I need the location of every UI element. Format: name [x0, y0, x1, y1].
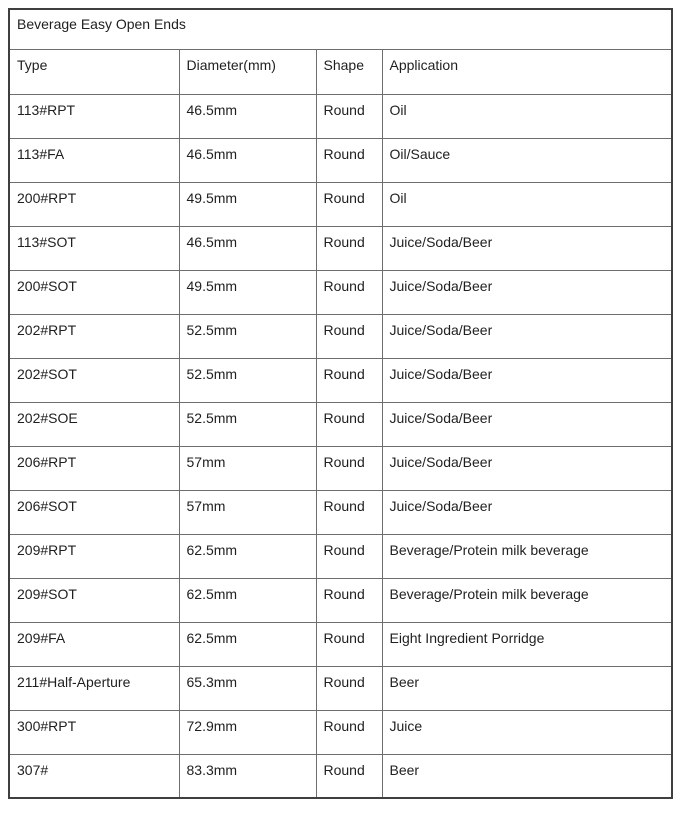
table-cell: Beverage/Protein milk beverage — [382, 578, 672, 622]
table-cell: 113#SOT — [9, 226, 179, 270]
table-row — [9, 754, 672, 798]
table-cell: Round — [316, 446, 382, 490]
table-cell: Round — [316, 710, 382, 754]
table-row — [9, 578, 672, 622]
table-cell: Beer — [382, 666, 672, 710]
column-header-application: Application — [382, 49, 672, 94]
table-cell: Juice/Soda/Beer — [382, 226, 672, 270]
table-cell: Juice/Soda/Beer — [382, 314, 672, 358]
table-cell: Juice/Soda/Beer — [382, 270, 672, 314]
table-cell: 211#Half-Aperture — [9, 666, 179, 710]
table-cell: Juice/Soda/Beer — [382, 358, 672, 402]
table-cell: 62.5mm — [179, 622, 316, 666]
table-row — [9, 402, 672, 446]
table-row — [9, 226, 672, 270]
table-cell: 209#SOT — [9, 578, 179, 622]
table-cell: Oil — [382, 182, 672, 226]
table-cell: 52.5mm — [179, 358, 316, 402]
table-row — [9, 710, 672, 754]
table-row — [9, 358, 672, 402]
table-cell: Round — [316, 358, 382, 402]
table-cell: 206#SOT — [9, 490, 179, 534]
table-cell: Round — [316, 270, 382, 314]
table-cell: Round — [316, 622, 382, 666]
column-header-type: Type — [9, 49, 179, 94]
table-cell: Eight Ingredient Porridge — [382, 622, 672, 666]
table-cell: Beer — [382, 754, 672, 798]
table-cell: 46.5mm — [179, 226, 316, 270]
table-cell: Round — [316, 490, 382, 534]
column-header-shape: Shape — [316, 49, 382, 94]
table-cell: Round — [316, 226, 382, 270]
beverage-easy-open-ends-table — [8, 8, 673, 799]
table-cell: Round — [316, 534, 382, 578]
table-cell: Beverage/Protein milk beverage — [382, 534, 672, 578]
table-cell: 46.5mm — [179, 94, 316, 138]
table-row — [9, 182, 672, 226]
table-row — [9, 490, 672, 534]
table-cell: 209#RPT — [9, 534, 179, 578]
table-cell: 307# — [9, 754, 179, 798]
table-cell: Oil — [382, 94, 672, 138]
table-cell: Round — [316, 94, 382, 138]
table-cell: 206#RPT — [9, 446, 179, 490]
table-cell: 49.5mm — [179, 270, 316, 314]
table-row — [9, 314, 672, 358]
table-cell: 113#RPT — [9, 94, 179, 138]
table-cell: 202#RPT — [9, 314, 179, 358]
table-row — [9, 534, 672, 578]
table-row — [9, 666, 672, 710]
table-cell: Juice/Soda/Beer — [382, 490, 672, 534]
table-row — [9, 270, 672, 314]
table-cell: Juice/Soda/Beer — [382, 446, 672, 490]
table-cell: Round — [316, 138, 382, 182]
table-cell: 57mm — [179, 490, 316, 534]
table-cell: Round — [316, 666, 382, 710]
table-cell: 65.3mm — [179, 666, 316, 710]
table-cell: Juice/Soda/Beer — [382, 402, 672, 446]
table-cell: 209#FA — [9, 622, 179, 666]
table-cell: Round — [316, 182, 382, 226]
table-cell: 57mm — [179, 446, 316, 490]
table-cell: Round — [316, 754, 382, 798]
table-cell: 300#RPT — [9, 710, 179, 754]
table-cell: 72.9mm — [179, 710, 316, 754]
table-cell: Round — [316, 578, 382, 622]
table-cell: 62.5mm — [179, 534, 316, 578]
table-cell: 202#SOE — [9, 402, 179, 446]
table-cell: 83.3mm — [179, 754, 316, 798]
table-body — [9, 94, 672, 798]
table-row — [9, 94, 672, 138]
table-row — [9, 622, 672, 666]
table-header-row — [9, 49, 672, 94]
table-cell: 46.5mm — [179, 138, 316, 182]
table-cell: 202#SOT — [9, 358, 179, 402]
table-title: Beverage Easy Open Ends — [9, 9, 672, 49]
table-row — [9, 446, 672, 490]
table-row — [9, 138, 672, 182]
table-cell: 62.5mm — [179, 578, 316, 622]
table-cell: Round — [316, 314, 382, 358]
table-cell: 52.5mm — [179, 314, 316, 358]
table-cell: Round — [316, 402, 382, 446]
column-header-diameter: Diameter(mm) — [179, 49, 316, 94]
table-cell: Oil/Sauce — [382, 138, 672, 182]
table-cell: 52.5mm — [179, 402, 316, 446]
table-cell: 200#SOT — [9, 270, 179, 314]
table-cell: 113#FA — [9, 138, 179, 182]
table-title-row — [9, 9, 672, 49]
table-cell: 49.5mm — [179, 182, 316, 226]
table-cell: 200#RPT — [9, 182, 179, 226]
table-cell: Juice — [382, 710, 672, 754]
